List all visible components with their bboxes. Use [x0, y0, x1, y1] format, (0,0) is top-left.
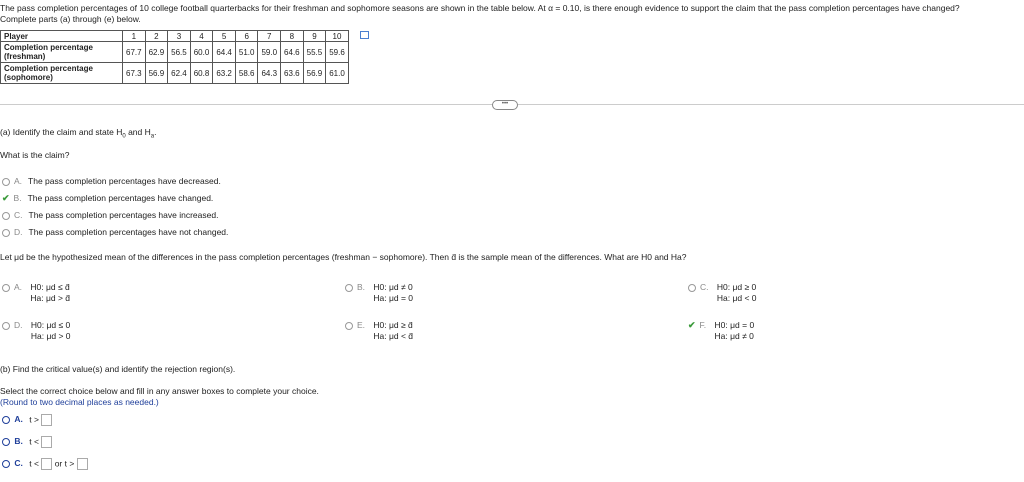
freshman-7: 59.0: [258, 42, 281, 63]
hyp-option-c[interactable]: C. H0: μd ≥ 0 Ha: μd < 0: [688, 282, 757, 304]
player-10: 10: [326, 31, 349, 42]
freshman-10: 59.6: [326, 42, 349, 63]
freshman-4: 60.0: [190, 42, 213, 63]
hyp-f-alt: Ha: μd ≠ 0: [714, 331, 754, 341]
player-3: 3: [168, 31, 191, 42]
radio-icon[interactable]: [688, 284, 696, 292]
sophomore-8: 63.6: [281, 63, 304, 84]
crit-option-c[interactable]: C. t < or t >: [2, 458, 88, 470]
freshman-6: 51.0: [235, 42, 258, 63]
radio-icon[interactable]: [2, 416, 10, 424]
radio-icon[interactable]: [2, 322, 10, 330]
radio-icon[interactable]: [2, 229, 10, 237]
radio-icon[interactable]: [345, 322, 353, 330]
hyp-option-b[interactable]: B. H0: μd ≠ 0 Ha: μd = 0: [345, 282, 413, 304]
sophomore-6: 58.6: [235, 63, 258, 84]
radio-icon[interactable]: [345, 284, 353, 292]
claim-option-a[interactable]: A. The pass completion percentages have decreased.: [2, 176, 221, 186]
sophomore-label: Completion percentage (sophomore): [1, 63, 123, 84]
hyp-a-null: H0: μd ≤ d̄: [30, 282, 70, 292]
freshman-label: Completion percentage (freshman): [1, 42, 123, 63]
player-2: 2: [145, 31, 168, 42]
hyp-option-d[interactable]: D. H0: μd ≤ 0 Ha: μd > 0: [2, 320, 71, 342]
sophomore-10: 61.0: [326, 63, 349, 84]
player-7: 7: [258, 31, 281, 42]
radio-icon[interactable]: [2, 460, 10, 468]
checkmark-icon: ✔: [2, 193, 10, 203]
player-6: 6: [235, 31, 258, 42]
player-8: 8: [281, 31, 304, 42]
hyp-e-alt: Ha: μd < d̄: [373, 331, 414, 341]
radio-icon[interactable]: [2, 178, 10, 186]
player-1: 1: [123, 31, 146, 42]
player-9: 9: [303, 31, 326, 42]
hyp-f-null: H0: μd = 0: [714, 320, 755, 330]
claim-option-b[interactable]: ✔ B. The pass completion percentages have changed.: [2, 193, 214, 203]
hyp-option-a[interactable]: A. H0: μd ≤ d̄ Ha: μd > d̄: [2, 282, 70, 304]
sophomore-2: 56.9: [145, 63, 168, 84]
hyp-d-alt: Ha: μd > 0: [30, 331, 71, 341]
hyp-option-e[interactable]: E. H0: μd ≥ d̄ Ha: μd < d̄: [345, 320, 413, 342]
freshman-8: 64.6: [281, 42, 304, 63]
radio-icon[interactable]: [2, 438, 10, 446]
part-a-heading: (a) Identify the claim and state $H_0$ and $H_a$.: [0, 127, 157, 140]
crit-b-input[interactable]: [41, 436, 52, 448]
hyp-option-f[interactable]: ✔ F. H0: μd = 0 Ha: μd ≠ 0: [688, 320, 755, 341]
hyp-e-null: H0: μd ≥ d̄: [373, 320, 413, 330]
copy-table-icon[interactable]: [360, 31, 369, 39]
round-note: (Round to two decimal places as needed.): [0, 397, 159, 407]
radio-icon[interactable]: [2, 212, 10, 220]
crit-option-a[interactable]: A. t >: [2, 414, 52, 426]
crit-c-input-left[interactable]: [41, 458, 52, 470]
sophomore-3: 62.4: [168, 63, 191, 84]
freshman-1: 67.7: [123, 42, 146, 63]
sophomore-1: 67.3: [123, 63, 146, 84]
hyp-a-alt: Ha: μd > d̄: [30, 293, 71, 303]
intro-line-2: Complete parts (a) through (e) below.: [0, 14, 141, 24]
sophomore-7: 64.3: [258, 63, 281, 84]
intro-line-1: The pass completion percentages of 10 college football quarterbacks for their freshman and sophomore seasons are shown in the table below. At α = 0.10, is there enough evidence to support the claim that the pass completion percentages have changed?: [0, 3, 960, 13]
part-b-instruction: Select the correct choice below and fill in any answer boxes to complete your choice.: [0, 386, 319, 396]
freshman-3: 56.5: [168, 42, 191, 63]
crit-c-input-right[interactable]: [77, 458, 88, 470]
data-table: [0, 30, 349, 84]
player-4: 4: [190, 31, 213, 42]
checkmark-icon: ✔: [688, 320, 696, 330]
hypothesis-prompt: Let μd be the hypothesized mean of the differences in the pass completion percentages (freshman − sophomore). Then d̄ is the sample mean of the differences. What are H0 and Ha?: [0, 252, 687, 262]
sophomore-9: 56.9: [303, 63, 326, 84]
expand-pill-button[interactable]: •••: [492, 100, 518, 110]
claim-option-d[interactable]: D. The pass completion percentages have not changed.: [2, 227, 228, 237]
player-5: 5: [213, 31, 236, 42]
hyp-d-null: H0: μd ≤ 0: [30, 320, 71, 330]
hyp-c-null: H0: μd ≥ 0: [716, 282, 757, 292]
radio-icon[interactable]: [2, 284, 10, 292]
table-header-label: Player: [1, 31, 123, 42]
hyp-b-alt: Ha: μd = 0: [373, 293, 414, 303]
freshman-5: 64.4: [213, 42, 236, 63]
hyp-b-null: H0: μd ≠ 0: [373, 282, 413, 292]
freshman-2: 62.9: [145, 42, 168, 63]
sophomore-5: 63.2: [213, 63, 236, 84]
hyp-c-alt: Ha: μd < 0: [716, 293, 757, 303]
freshman-9: 55.5: [303, 42, 326, 63]
part-b-heading: (b) Find the critical value(s) and identify the rejection region(s).: [0, 364, 236, 374]
sophomore-4: 60.8: [190, 63, 213, 84]
claim-option-c[interactable]: C. The pass completion percentages have increased.: [2, 210, 218, 220]
crit-option-b[interactable]: B. t <: [2, 436, 52, 448]
claim-question: What is the claim?: [0, 150, 70, 160]
crit-a-input[interactable]: [41, 414, 52, 426]
